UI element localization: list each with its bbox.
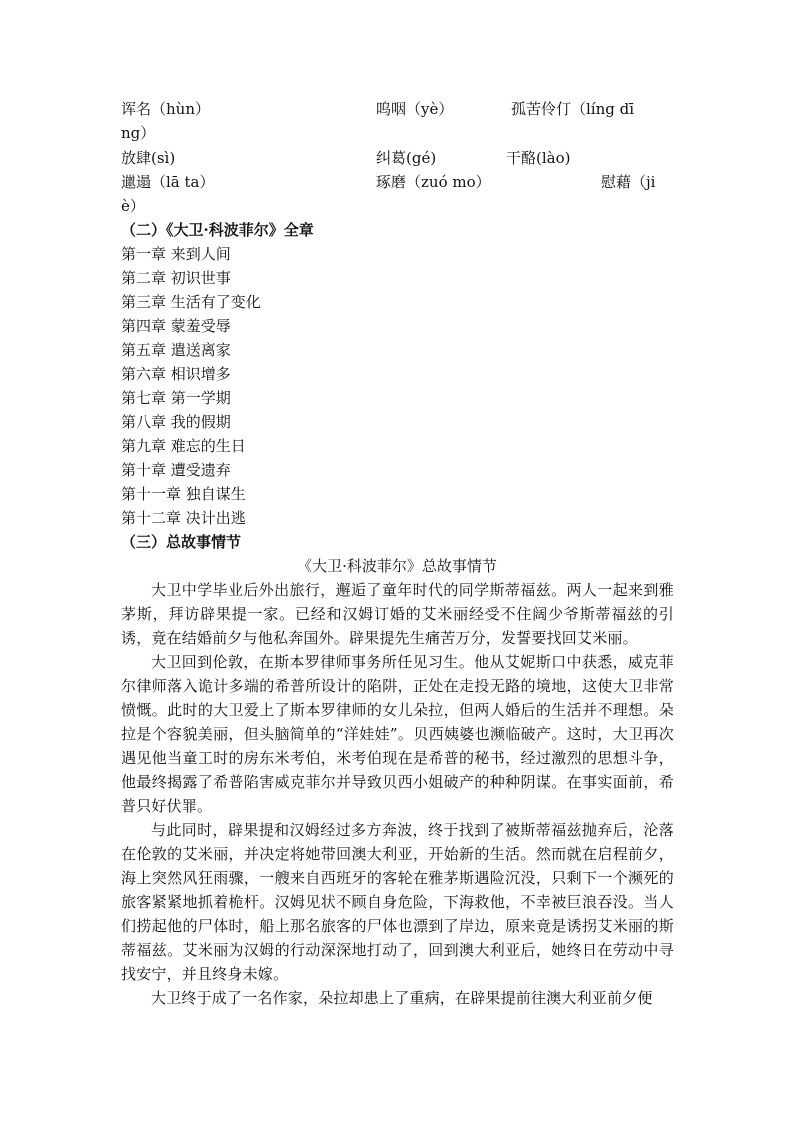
chapter-item: 第十章 遭受遗弃 [121, 461, 231, 479]
chapter-item: 第五章 遣送离家 [121, 341, 231, 359]
section-heading: （三）总故事情节 [121, 533, 242, 551]
chapter-item: 第四章 蒙羞受辱 [121, 317, 231, 335]
vocab-item: 干酪(lào) [506, 149, 571, 167]
vocab-item: 慰藉（ji [601, 173, 656, 191]
vocab-item: 诨名（hùn） [121, 100, 210, 118]
chapter-item: 第三章 生活有了变化 [121, 293, 261, 311]
vocab-item: 放肆(sì) [121, 149, 176, 167]
story-paragraph: 大卫终于成了一名作家，朵拉却患上了重病，在辟果提前往澳大利亚前夕便 [151, 989, 653, 1007]
chapter-item: 第十一章 独自谋生 [121, 485, 246, 503]
vocab-item: 孤苦伶仃（líng dī [511, 100, 635, 118]
chapter-item: 第二章 初识世事 [121, 269, 231, 287]
vocab-item-continuation: è） [121, 197, 145, 215]
chapter-item: 第七章 第一学期 [121, 389, 231, 407]
section-heading: （二）《大卫·科波菲尔》全章 [121, 221, 314, 239]
chapter-item: 第六章 相识增多 [121, 365, 231, 383]
chapter-item: 第十二章 决计出逃 [121, 509, 246, 527]
vocab-item: 琢磨（zuó mo） [376, 173, 491, 191]
chapter-item: 第九章 难忘的生日 [121, 437, 246, 455]
story-title: 《大卫·科波菲尔》总故事情节 [297, 557, 497, 575]
vocab-item: 纠葛(gé) [376, 149, 437, 167]
vocab-item: 邋遢（lā ta） [121, 173, 215, 191]
story-paragraph: 大卫中学毕业后外出旅行，邂逅了童年时代的同学斯蒂福兹。两人一起来到雅茅斯，拜访辟果提一家。已经和汉姆订婚的艾米丽经受不住阔少爷斯蒂福兹的引诱，竟在结婚前夕与他私奔国外。辟果提先生痛苦万分，发誓要找回艾米丽。 [121, 581, 674, 647]
chapter-item: 第一章 来到人间 [121, 245, 231, 263]
story-paragraph: 与此同时，辟果提和汉姆经过多方奔波，终于找到了被斯蒂福兹抛弃后，沦落在伦敦的艾米丽，并决定将她带回澳大利亚，开始新的生活。然而就在启程前夕，海上突然风狂雨骤，一艘来自西班牙的客轮在雅茅斯遇险沉没，只剩下一个濒死的旅客紧紧地抓着桅杆。汉姆见状不顾自身危险，下海救他，不幸被巨浪吞没。当人们捞起他的尸体时，船上那名旅客的尸体也漂到了岸边，原来竟是诱拐艾米丽的斯蒂福兹。艾米丽为汉姆的行动深深地打动了，回到澳大利亚后，她终日在劳动中寻找安宁，并且终身未嫁。 [121, 821, 674, 983]
vocab-item: 呜咽（yè） [376, 100, 454, 118]
chapter-item: 第八章 我的假期 [121, 413, 231, 431]
vocab-item-continuation: ng） [121, 124, 156, 142]
story-paragraph: 大卫回到伦敦，在斯本罗律师事务所任见习生。他从艾妮斯口中获悉，威克菲尔律师落入诡计多端的希普所设计的陷阱，正处在走投无路的境地，这使大卫非常愤慨。此时的大卫爱上了斯本罗律师的女儿朵拉，但两人婚后的生活并不理想。朵拉是个容貌美丽，但头脑简单的“洋娃娃”。贝西姨婆也濒临破产。这时，大卫再次遇见他当童工时的房东米考伯，米考伯现在是希普的秘书，经过激烈的思想斗争，他最终揭露了希普陷害威克菲尔并导致贝西小姐破产的种种阴谋。在事实面前，希普只好伏罪。 [121, 653, 674, 815]
